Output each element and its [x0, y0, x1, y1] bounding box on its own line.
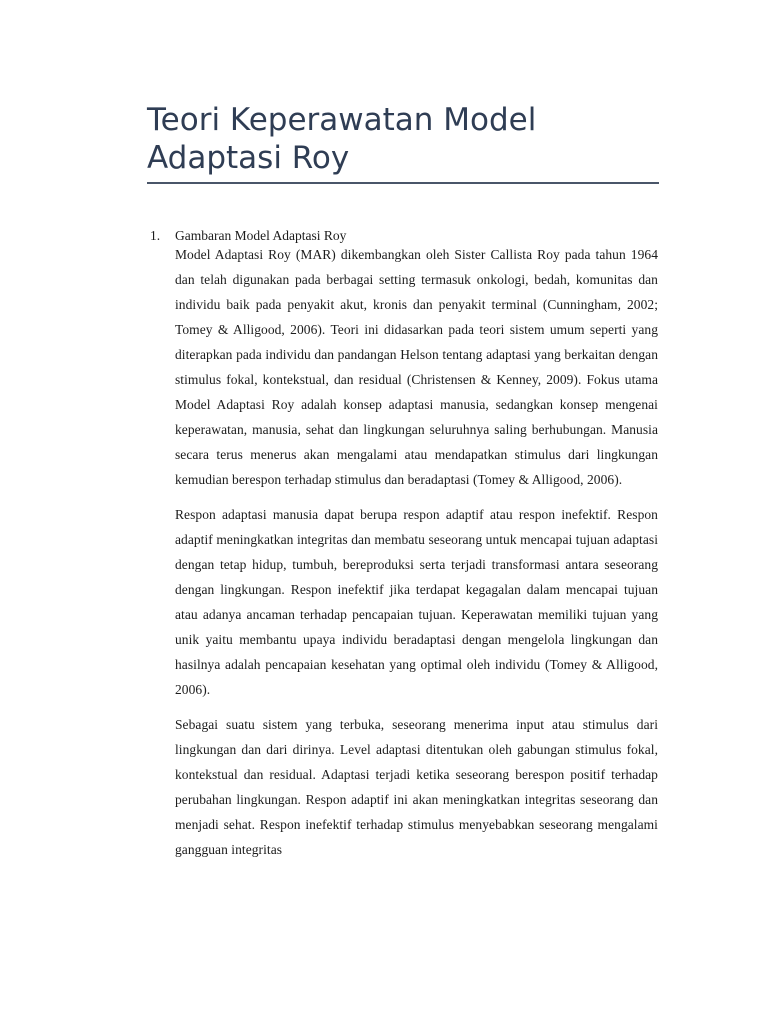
paragraph: Sebagai suatu sistem yang terbuka, seseorang menerima input atau stimulus dari lingkungan dan dari dirinya. Level adaptasi ditentukan oleh gabungan stimulus fokal, kontekstual dan residual. Adaptasi terjadi ketika seseorang berespon positif terhadap perubahan lingkungan. Respon adaptif ini akan meningkatkan integritas seseorang dan menjadi sehat. Respon inefektif terhadap stimulus menyebabkan seseorang mengalami gangguan integritas [175, 717, 658, 857]
paragraph-container [175, 242, 658, 903]
document-title: Teori Keperawatan Model Adaptasi Roy [147, 102, 537, 176]
list-item-number: 1. [150, 228, 161, 243]
section-heading: Gambaran Model Adaptasi Roy [175, 228, 347, 243]
paragraph: Respon adaptasi manusia dapat berupa respon adaptif atau respon inefektif. Respon adaptif meningkatkan integritas dan membatu seseorang untuk mencapai tujuan adaptasi dengan tetap hidup, tumbuh, bereproduksi serta terjadi transformasi antara seseorang dengan lingkungan. Respon inefektif jika terdapat kegagalan dalam mencapai tujuan atau adanya ancaman terhadap pencapaian tujuan. Keperawatan memiliki tujuan yang unik yaitu membantu upaya individu beradaptasi dengan mengelola lingkungan dan hasilnya adalah pencapaian kesehatan yang optimal oleh individu (Tomey & Alligood, 2006). [175, 507, 658, 697]
document-body [175, 242, 658, 903]
title-divider [147, 182, 659, 184]
paragraph: Model Adaptasi Roy (MAR) dikembangkan oleh Sister Callista Roy pada tahun 1964 dan telah digunakan pada berbagai setting termasuk onkologi, bedah, komunitas dan individu baik pada penyakit akut, kronis dan penyakit terminal (Cunningham, 2002; Tomey & Alligood, 2006). Teori ini didasarkan pada teori sistem umum seperti yang diterapkan pada individu dan pandangan Helson tentang adaptasi yang berkaitan dengan stimulus fokal, kontekstual, dan residual (Christensen & Kenney, 2009). Fokus utama Model Adaptasi Roy adalah konsep adaptasi manusia, sedangkan konsep mengenai keperawatan, manusia, sehat dan lingkungan seluruhnya saling berhubungan. Manusia secara terus menerus akan mengalami atau mendapatkan stimulus dari lingkungan kemudian berespon terhadap stimulus dan beradaptasi (Tomey & Alligood, 2006). [175, 247, 658, 487]
